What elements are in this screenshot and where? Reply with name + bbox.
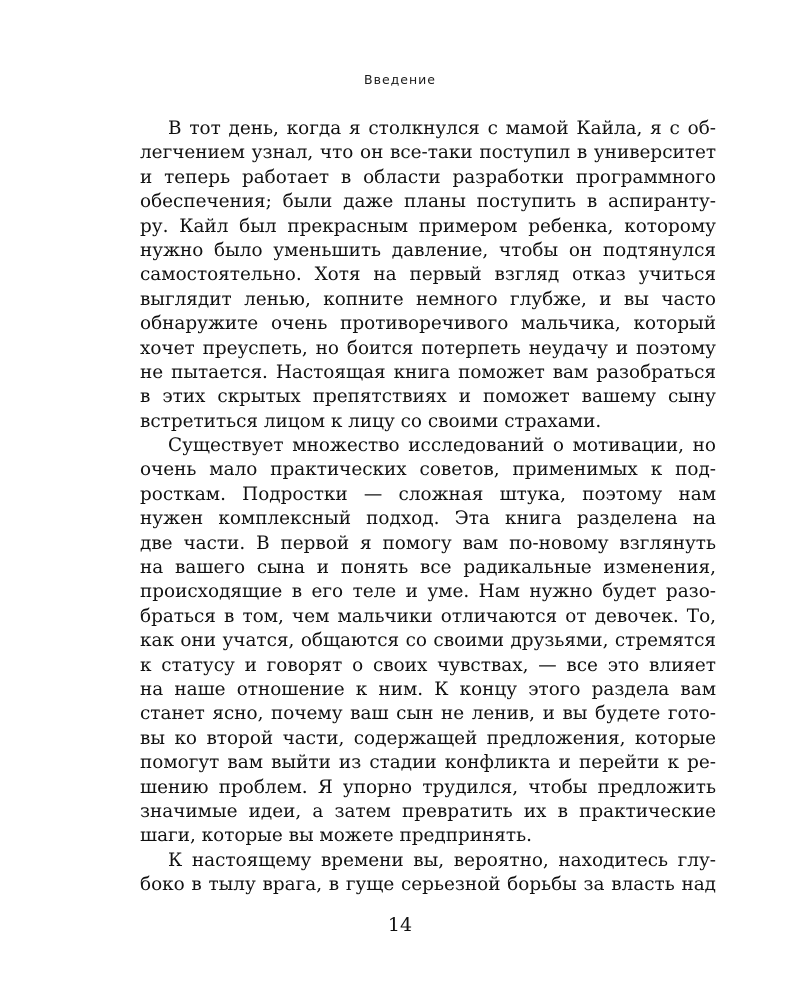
text-line: нужно было уменьшить давление, чтобы он подтянулся (140, 239, 716, 261)
text-line: К настоящему времени вы, вероятно, находитесь глу- (168, 849, 716, 871)
text-line: как они учатся, общаются со своими друзьями, стремятся (140, 630, 716, 652)
text-line: боко в тылу врага, в гуще серьезной борьбы за власть над (140, 874, 716, 896)
page-number: 14 (387, 914, 413, 936)
text-line: к статусу и говорят о своих чувствах, — все это влияет (140, 654, 716, 676)
text-line: Существует множество исследований о мотивации, но (168, 435, 716, 457)
text-line: шению проблем. Я упорно трудился, чтобы предложить (140, 776, 716, 798)
text-line: станет ясно, почему ваш сын не ленив, и вы будете гото- (140, 703, 716, 725)
text-line: ру. Кайл был прекрасным примером ребенка, которому (140, 215, 716, 237)
body-text (140, 117, 716, 898)
text-line: браться в том, чем мальчики отличаются от девочек. То, (140, 605, 716, 627)
text-line: встретиться лицом к лицу со своими страхами. (140, 410, 602, 432)
text-line: обеспечения; были даже планы поступить в аспиранту- (140, 191, 716, 213)
text-line: легчением узнал, что он все-таки поступил в университет (140, 142, 716, 164)
text-line: самостоятельно. Хотя на первый взгляд отказ учиться (140, 264, 716, 286)
text-line: в этих скрытых препятствиях и поможет вашему сыну (140, 386, 716, 408)
text-line: росткам. Подростки — сложная штука, поэтому нам (140, 483, 716, 505)
text-line: и теперь работает в области разработки программного (140, 166, 716, 188)
text-line: нужен комплексный подход. Эта книга разделена на (140, 508, 716, 530)
text-line: шаги, которые вы можете предпринять. (140, 825, 532, 847)
text-line: две части. В первой я помогу вам по-новому взглянуть (140, 532, 716, 554)
text-line: вы ко второй части, содержащей предложения, которые (140, 727, 716, 749)
text-line: помогут вам выйти из стадии конфликта и перейти к ре- (140, 752, 716, 774)
text-line: на вашего сына и понять все радикальные изменения, (140, 557, 716, 579)
text-line: значимые идеи, а затем превратить их в практические (140, 800, 716, 822)
text-line: В тот день, когда я столкнулся с мамой Кайла, я с об- (168, 118, 716, 139)
text-line: не пытается. Настоящая книга поможет вам разобраться (140, 361, 716, 383)
text-line: очень мало практических советов, применимых к под- (140, 459, 716, 481)
text-line: выглядит ленью, копните немного глубже, и вы часто (140, 288, 716, 310)
text-line: на наше отношение к ним. К концу этого раздела вам (140, 678, 716, 700)
text-line: обнаружите очень противоречивого мальчика, который (140, 313, 716, 335)
text-line: происходящие в его теле и уме. Нам нужно будет разо- (140, 581, 716, 603)
text-line: хочет преуспеть, но боится потерпеть неудачу и поэтому (140, 337, 716, 359)
running-head: Введение (364, 72, 436, 87)
